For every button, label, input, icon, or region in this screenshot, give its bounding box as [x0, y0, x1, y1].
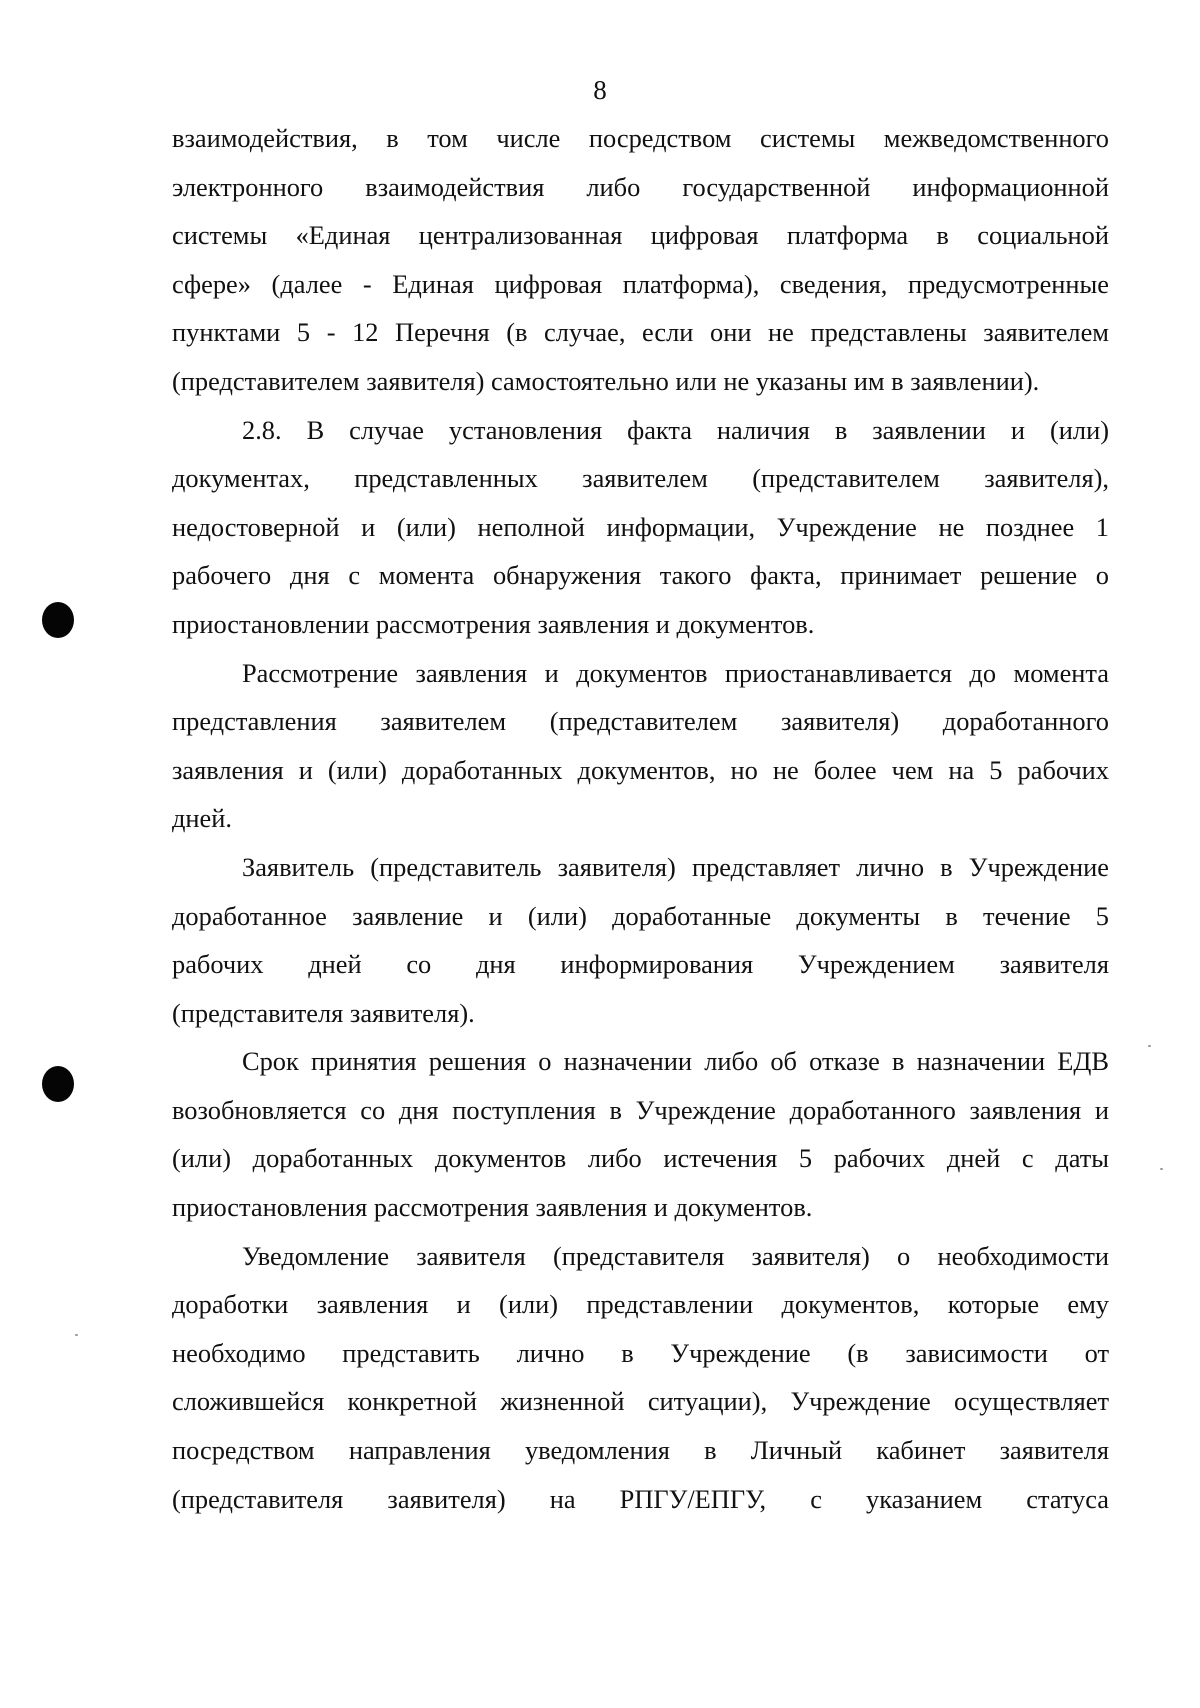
punch-hole-bottom: [42, 1066, 74, 1102]
text-line: (или) доработанных документов либо истечения 5 рабочих дней с даты: [172, 1143, 1109, 1174]
text-line: рабочего дня с момента обнаружения такого факта, принимает решение о: [172, 560, 1109, 591]
text-line: Заявитель (представитель заявителя) представляет лично в Учреждение: [242, 851, 1109, 882]
text-line: заявления и (или) доработанных документов, но не более чем на 5 рабочих: [172, 754, 1109, 785]
text-line: 2.8. В случае установления факта наличия в заявлении и (или): [242, 414, 1109, 445]
text-line: (представителем заявителя) самостоятельно или не указаны им в заявлении).: [172, 365, 1040, 396]
text-line: необходимо представить лично в Учреждение (в зависимости от: [172, 1337, 1109, 1368]
text-line: сложившейся конкретной жизненной ситуации), Учреждение осуществляет: [172, 1386, 1109, 1417]
punch-hole-top: [42, 602, 74, 638]
text-line: документах, представленных заявителем (представителем заявителя),: [172, 463, 1109, 494]
text-line: рабочих дней со дня информирования Учреждением заявителя: [172, 949, 1109, 980]
scan-speck: [1160, 1168, 1163, 1170]
text-line: пунктами 5 - 12 Перечня (в случае, если они не представлены заявителем: [172, 317, 1109, 348]
text-line: возобновляется со дня поступления в Учреждение доработанного заявления и: [172, 1094, 1109, 1125]
text-line: системы «Единая централизованная цифровая платформа в социальной: [172, 220, 1109, 251]
text-line: (представителя заявителя) на РПГУ/ЕПГУ, с указанием статуса: [172, 1483, 1109, 1514]
text-line: (представителя заявителя).: [172, 997, 475, 1028]
text-line: Рассмотрение заявления и документов приостанавливается до момента: [242, 657, 1109, 688]
text-line: сфере» (далее - Единая цифровая платформа), сведения, предусмотренные: [172, 268, 1109, 299]
body-text: [172, 114, 1109, 1523]
text-line: дней.: [172, 803, 232, 834]
text-line: посредством направления уведомления в Личный кабинет заявителя: [172, 1435, 1109, 1466]
scan-speck: [75, 1334, 78, 1336]
text-line: приостановления рассмотрения заявления и документов.: [172, 1192, 813, 1223]
text-line: доработанное заявление и (или) доработанные документы в течение 5: [172, 900, 1109, 931]
text-line: представления заявителем (представителем заявителя) доработанного: [172, 706, 1109, 737]
text-line: электронного взаимодействия либо государственной информационной: [172, 171, 1109, 202]
scan-speck: [1148, 1045, 1151, 1047]
page-number: 8: [593, 75, 607, 105]
text-line: Срок принятия решения о назначении либо об отказе в назначении ЕДВ: [242, 1046, 1109, 1077]
text-line: Уведомление заявителя (представителя заявителя) о необходимости: [242, 1240, 1109, 1271]
text-line: доработки заявления и (или) представлении документов, которые ему: [172, 1289, 1109, 1320]
text-line: недостоверной и (или) неполной информации, Учреждение не позднее 1: [172, 511, 1109, 542]
text-line: приостановлении рассмотрения заявления и документов.: [172, 608, 815, 639]
text-line: взаимодействия, в том числе посредством системы межведомственного: [172, 123, 1109, 153]
